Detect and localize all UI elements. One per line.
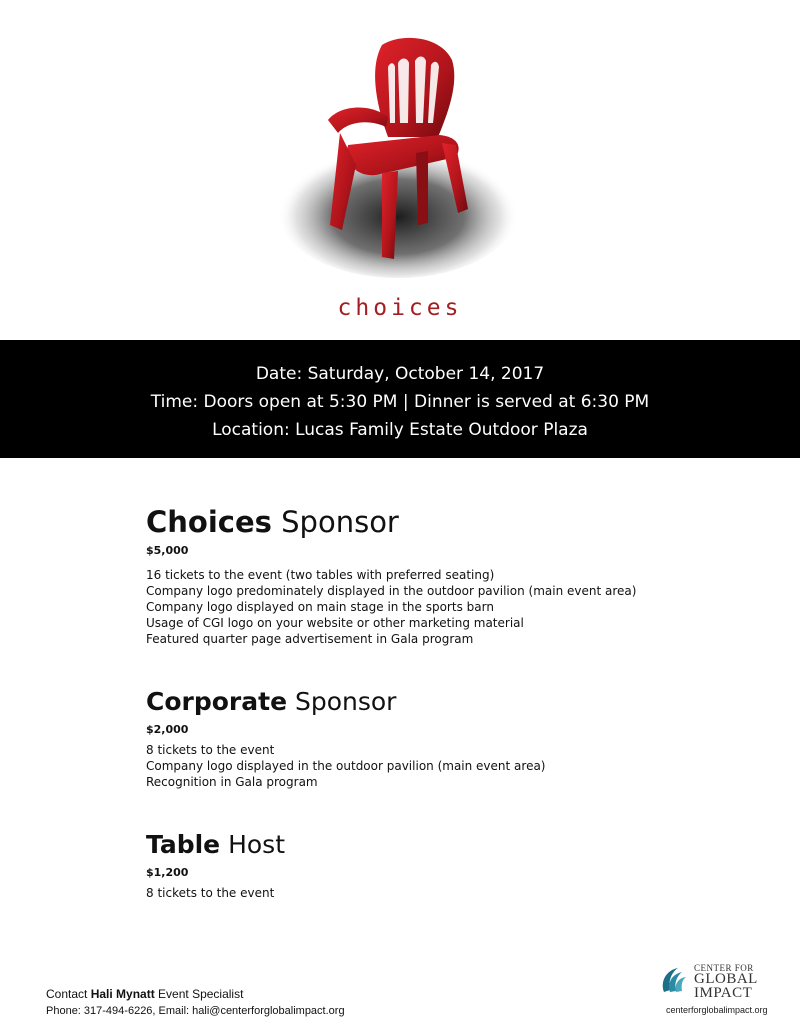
tier-title [146, 828, 285, 862]
hero-section [0, 0, 800, 340]
footer-contact [46, 986, 345, 1020]
tier-title [146, 505, 636, 540]
cgi-logo [660, 962, 775, 1022]
tier-title-light: Sponsor [271, 505, 399, 539]
chair-illustration [270, 25, 530, 290]
tier-benefits-list [146, 567, 636, 647]
benefit-item: 8 tickets to the event [146, 886, 275, 900]
logo-line1: CENTER FOR [694, 963, 754, 973]
tier-price: $1,200 [146, 866, 189, 879]
tier-price: $2,000 [146, 723, 189, 736]
tier-corporate-sponsor [146, 685, 546, 790]
tier-title-light: Host [220, 830, 285, 859]
benefit-item: 16 tickets to the event (two tables with preferred seating) [146, 568, 495, 582]
benefit-item: Featured quarter page advertisement in Gala program [146, 632, 474, 646]
brand-word: choices [337, 295, 463, 321]
tier-title-strong: Table [146, 830, 221, 859]
benefit-item: Recognition in Gala program [146, 775, 318, 789]
benefit-item: Company logo predominately displayed in the outdoor pavilion (main event area) [146, 584, 637, 598]
tier-table-host [146, 828, 285, 901]
logo-url: centerforglobalimpact.org [666, 1005, 768, 1015]
globe-swirl-icon [660, 964, 692, 998]
contact-role: Event Specialist [154, 987, 244, 1001]
event-location: Location: Lucas Family Estate Outdoor Plaza [212, 420, 588, 440]
tier-choices-sponsor [146, 505, 636, 647]
contact-line [46, 986, 345, 1003]
event-info-band [0, 340, 800, 458]
contact-name: Hali Mynatt [90, 987, 155, 1001]
tier-benefits-list [146, 885, 285, 901]
tier-price: $5,000 [146, 544, 189, 557]
tier-title-light: Sponsor [287, 687, 397, 716]
benefit-item: 8 tickets to the event [146, 743, 275, 757]
chair-arm-left [328, 108, 388, 133]
chair-leg-back-left [416, 151, 428, 225]
tier-title-strong: Corporate [146, 687, 288, 716]
contact-prefix: Contact [46, 987, 91, 1001]
contact-phone-email: Phone: 317-494-6226, Email: hali@centerforglobalimpact.org [46, 1005, 345, 1017]
event-date: Date: Saturday, October 14, 2017 [255, 364, 545, 384]
benefit-item: Company logo displayed in the outdoor pavilion (main event area) [146, 759, 546, 773]
benefit-item: Company logo displayed on main stage in the sports barn [146, 600, 494, 614]
logo-line2: GLOBAL [694, 971, 758, 987]
tier-benefits-list [146, 742, 546, 790]
tier-title-strong: Choices [146, 505, 272, 539]
logo-line3: IMPACT [694, 985, 753, 1001]
event-time: Time: Doors open at 5:30 PM | Dinner is served at 6:30 PM [150, 392, 650, 412]
benefit-item: Usage of CGI logo on your website or other marketing material [146, 616, 524, 630]
tier-title [146, 685, 546, 719]
